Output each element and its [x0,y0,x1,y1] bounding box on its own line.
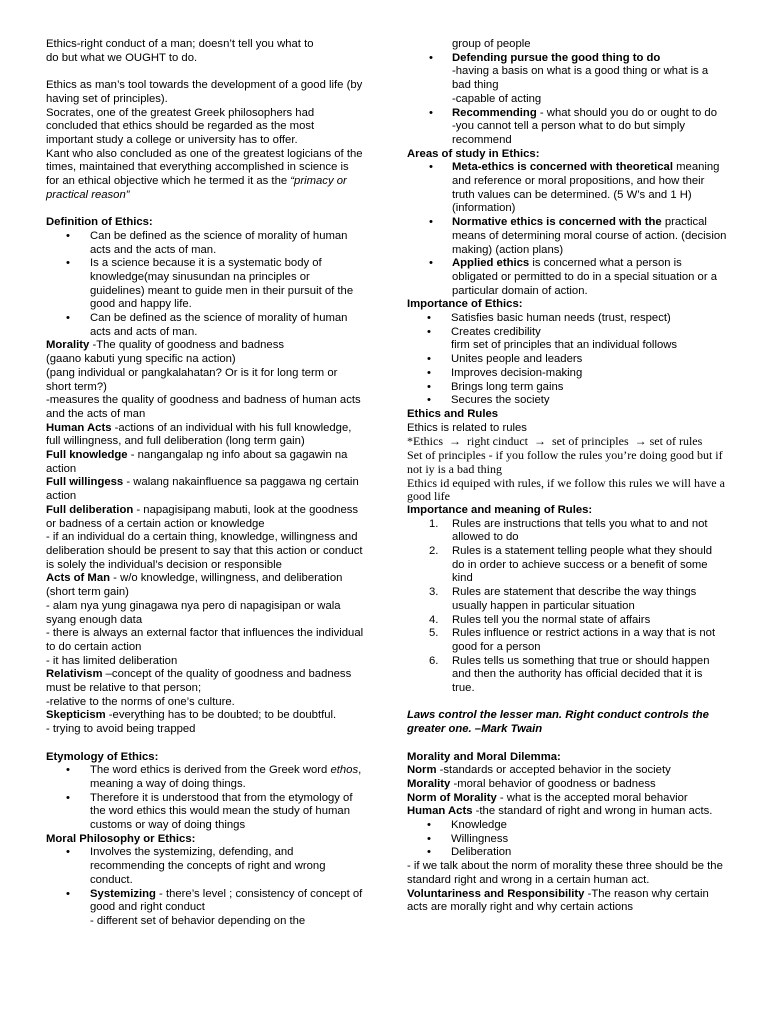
list-item [46,764,364,791]
continued-line: group of people [452,38,531,50]
defending-note-2: -capable of acting [452,92,542,105]
morality-term: Morality [46,339,90,352]
list-item [407,52,727,107]
full-willingness-definition: - walang nakainfluence sa paggawa ng certain action [46,476,359,503]
full-knowledge-paragraph [46,449,364,476]
full-willingness-term: Full willingess [46,476,124,489]
etymology-text-c: , meaning a way of doing things. [90,764,362,790]
etymology-list [46,764,364,833]
moral-philosophy-list [46,846,364,928]
morality-definition: -The quality of goodness and badness [89,339,285,352]
voluntariness-definition: -The reason why certain acts are morally right and why certain actions [407,887,709,914]
skepticism-term: Skepticism [46,709,106,722]
human-acts-definition: -actions of an individual with his full knowledge, full willingness, and full deliberation (long term gain) [46,421,352,448]
item-number: 2. [429,545,439,558]
applied-ethics-definition: is concerned what a person is obligated or permitted to do in a special situation or a particular domain of action. [452,257,718,297]
relativism-paragraph [46,668,364,695]
etymology-heading: Etymology of Ethics: [46,750,159,763]
voluntariness-paragraph [407,888,727,915]
item-text: Rules are instructions that tells you what to and not allowed to do [452,517,708,544]
norm-term: Norm [407,764,437,777]
voluntariness-term: Voluntariness and Responsibility [407,887,585,900]
mark-twain-quote: Laws control the lesser man. Right conduct controls the greater one. –Mark Twain [407,709,709,736]
human-acts-paragraph [46,422,364,449]
kant-paragraph [46,148,364,203]
list-item [407,545,727,586]
list-item: • Unites people and leaders [407,353,727,367]
list-item [407,161,727,216]
human-acts-right-definition: -the standard of right and wrong in human acts. [472,805,713,818]
skepticism-definition: -everything has to be doubted; to be doubtful. [105,709,337,722]
kant-quote: “primacy or practical reason” [46,175,347,201]
skepticism-note: - trying to avoid being trapped [46,723,196,736]
acts-of-man-note-2: - there is always an external factor that influences the individual to do certain action [46,627,364,653]
list-item [407,216,727,257]
human-acts-term: Human Acts [46,421,112,434]
socrates-paragraph: Socrates, one of the greatest Greek philosophers had concluded that ethics should be regarded as the most important study a college or university has to offer. [46,106,315,146]
moral-philosophy-heading: Moral Philosophy or Ethics: [46,832,196,845]
list-item: • Creates credibility [407,326,727,340]
left-column [46,38,364,929]
item-text: Rules influence or restrict actions in a way that is not good for a person [452,627,716,653]
recommending-term: Recommending [452,106,537,119]
list-item: • Can be defined as the science of morality of human acts and acts of man. [46,312,364,339]
full-deliberation-paragraph [46,504,364,531]
list-item [407,627,727,654]
item-text: Rules is a statement telling people what they should do in order to achieve success or a benefit of some kind [452,545,712,585]
defending-term: Defending pursue the good thing to do [452,51,661,64]
item-number: 4. [429,613,439,626]
morality-right-paragraph [407,778,727,792]
ethics-tool-paragraph: Ethics as man’s tool towards the development of a good life (by having set of principles). [46,79,363,105]
areas-heading: Areas of study in Ethics: [407,147,540,160]
list-item [407,107,727,148]
relativism-term: Relativism [46,668,103,681]
norm-of-morality-definition: - what is the accepted moral behavior [496,791,688,804]
full-knowledge-term: Full knowledge [46,449,128,462]
human-acts-list [407,819,727,860]
arrow-icon: → [449,434,461,449]
defending-note-1: -having a basis on what is a good thing or what is a bad thing [452,65,709,92]
human-acts-right-paragraph [407,805,727,819]
arrow-icon: → [533,434,546,449]
full-willingness-paragraph [46,476,364,503]
list-item: • Can be defined as the science of morality of human acts and the acts of man. [46,230,364,257]
acts-of-man-term: Acts of Man [46,572,111,585]
list-item [407,257,727,298]
normative-ethics-term: Normative ethics is concerned with the [452,216,662,229]
item-number: 6. [429,654,439,667]
recommending-definition: - what should you do or ought to do [536,106,717,119]
morality-right-definition: -moral behavior of goodness or badness [450,777,656,790]
etymology-text-a: The word ethics is derived from the Greek word [90,764,331,777]
morality-right-term: Morality [407,777,451,790]
item-text: Rules are statement that describe the way things usually happen in particular situation [452,586,697,612]
list-item: • Knowledge [407,819,727,833]
normative-ethics-definition: practical means of determining moral course of action. (decision making) (action plans) [452,216,727,256]
list-item [46,888,364,929]
acts-of-man-definition: - w/o knowledge, willingness, and deliberation (short term gain) [46,572,343,599]
ethics-equipped-line: Ethics id equiped with rules, if we follow this rules we will have a good life [407,475,725,504]
list-item: • Therefore it is understood that from the etymology of the word ethics this would mean the study of human customs or way of doing things [46,792,364,833]
meta-ethics-term: Meta-ethics is concerned with theoretical [452,161,673,174]
list-item: • Is a science because it is a systematic body of knowledge(may sinusundan na principles or guidelines) meant to guide men in their pursuit of the good and happy life. [46,257,364,312]
item-number: 3. [429,586,439,599]
morality-paragraph [46,339,364,353]
chain-rules: set of rules [649,434,703,449]
list-item [407,655,727,696]
ethics-chain-line [407,435,727,449]
systemizing-definition: - there’s level ; consistency of concept of good and right conduct [90,887,363,914]
chain-ethics: *Ethics [407,434,446,449]
set-of-principles-line: Set of principles - if you follow the rules you’re doing good but if not iy is a bad thing [407,448,723,476]
list-item [407,586,727,613]
systemizing-note: - different set of behavior depending on the [90,914,306,927]
relativism-definition: –concept of the quality of goodness and badness must be relative to that person; [46,668,352,695]
applied-ethics-term: Applied ethics [452,257,530,270]
moral-philosophy-list-continued [407,52,727,148]
right-column [407,38,727,915]
list-item: • Deliberation [407,846,727,860]
norm-paragraph [407,764,727,778]
relativism-note: -relative to the norms of one’s culture. [46,695,235,708]
chain-principles: set of principles [548,434,632,449]
ethics-rules-line-1: Ethics is related to rules [407,421,527,434]
importance-heading: Importance of Ethics: [407,298,523,311]
acts-of-man-note-1: - alam nya yung ginagawa nya pero di napagisipan or wala syang enough data [46,599,341,626]
list-item: • Satisfies basic human needs (trust, respect) [407,312,727,326]
moral-dilemma-heading: Morality and Moral Dilemma: [407,750,561,763]
meta-ethics-definition: meaning and reference or moral propositions, and how their truth values can be determined. (5 W’s and 1 H) (information) [452,161,720,215]
importance-list [407,312,727,408]
item-text: Rules tell you the normal state of affairs [452,613,651,626]
ethics-definition-line2: do but what we OUGHT to do. [46,51,198,64]
acts-of-man-paragraph [46,572,364,599]
list-subnote: firm set of principles that an individual follows [451,339,678,352]
rules-heading: Importance and meaning of Rules: [407,503,593,516]
ethics-rules-heading: Ethics and Rules [407,407,499,420]
list-item: • Willingness [407,833,727,847]
human-acts-right-term: Human Acts [407,805,473,818]
recommending-note: -you cannot tell a person what to do but simply recommend [452,120,685,146]
list-item: • Improves decision-making [407,367,727,381]
full-deliberation-term: Full deliberation [46,503,134,516]
list-item [407,518,727,545]
norm-of-morality-term: Norm of Morality [407,791,497,804]
etymology-word: ethos [330,764,359,777]
list-item: • Brings long term gains [407,381,727,395]
morality-note-3: -measures the quality of goodness and badness of human acts and the acts of man [46,394,361,420]
item-number: 1. [429,517,439,530]
kant-text: Kant who also concluded as one of the greatest logicians of the times, maintained that everything accomplished in science is for an ethical objective which he termed it as the [46,147,363,188]
norm-of-morality-paragraph [407,792,727,806]
full-deliberation-note: - if an individual do a certain thing, knowledge, willingness and deliberation should be present to say that this action or conduct is solely the individual’s decision or responsible [46,531,363,571]
definition-list [46,230,364,340]
full-knowledge-definition: - nangangalap ng info about sa gagawin na action [46,449,348,475]
full-deliberation-definition: - napagisipang mabuti, look at the goodness or badness of a certain action or knowledge [46,503,359,530]
item-number: 5. [429,627,439,640]
list-item: • Involves the systemizing, defending, and recommending the concepts of right and wrong conduct. [46,846,364,887]
item-text: Rules tells us something that true or should happen and then the authority has official decided that it is true. [452,654,710,695]
human-acts-note: - if we talk about the norm of morality these three should be the standard right and wrong in a certain human act. [407,860,723,886]
definition-heading: Definition of Ethics: [46,216,153,229]
ethics-definition-line1: Ethics-right conduct of a man; doesn’t tell you what to [46,38,314,50]
rules-list [407,518,727,696]
list-item: • Secures the society [407,394,727,408]
areas-list [407,161,727,298]
chain-right-conduct: right cinduct [464,434,531,449]
arrow-icon: → [634,434,647,449]
morality-note-2: (pang individual or pangkalahatan? Or is it for long term or short term?) [46,366,338,393]
list-item [407,614,727,628]
norm-definition: -standards or accepted behavior in the society [436,764,671,777]
morality-note-1: (gaano kabuti yung specific na action) [46,353,236,366]
acts-of-man-note-3: - it has limited deliberation [46,654,178,667]
systemizing-term: Systemizing [90,887,156,900]
skepticism-paragraph [46,709,364,723]
